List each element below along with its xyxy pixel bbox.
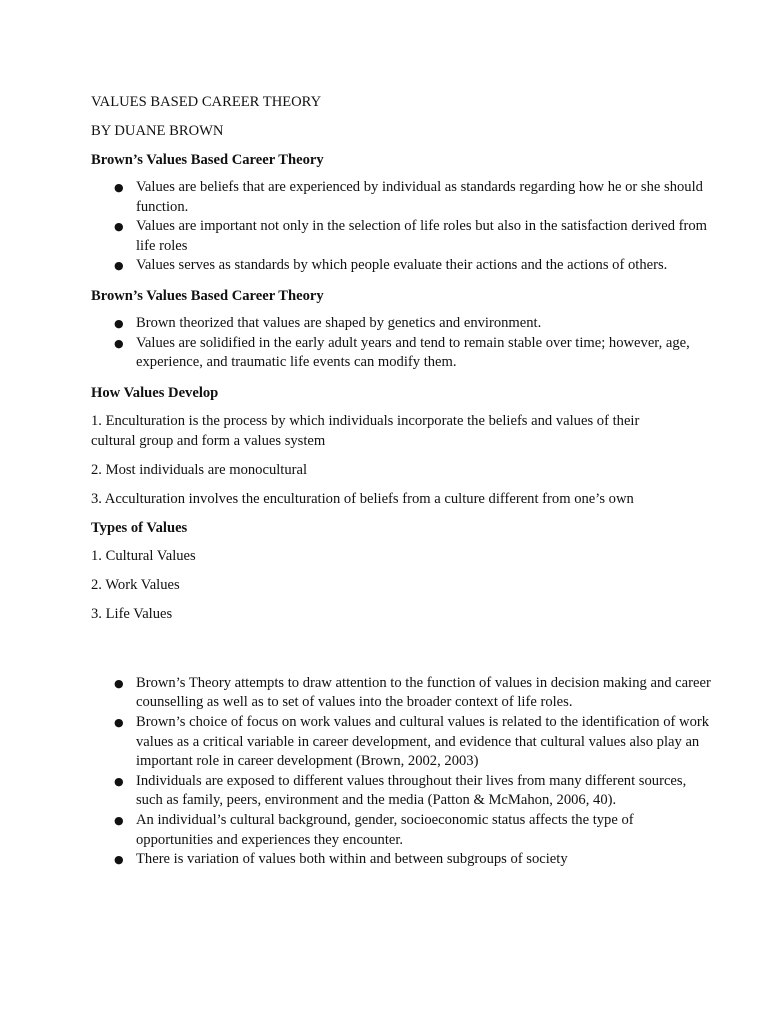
list-item: ● Values are important not only in the selection of life roles but also in the satisfaction derived from life roles bbox=[114, 218, 708, 254]
list-item: ● Individuals are exposed to different values throughout their lives from many different sources, such as family, peers, environment and the media (Patton & McMahon, 2006, 40). bbox=[114, 772, 687, 809]
numbered-paragraph: 2. Most individuals are monocultural bbox=[91, 461, 308, 478]
numbered-paragraph: 2. Work Values bbox=[91, 576, 180, 593]
document-author: BY DUANE BROWN bbox=[91, 123, 224, 139]
section-heading-2: Brown’s Values Based Career Theory bbox=[91, 287, 324, 304]
list-item: ● Brown’s choice of focus on work values and cultural values is related to the identification of work values as a critical variable in career development, and evidence that cultural values also play an important role in career development (Brown, 2002, 2003) bbox=[114, 713, 710, 770]
bullet-icon: ● bbox=[114, 181, 124, 194]
bullet-icon: ● bbox=[114, 259, 124, 273]
list-item: ● There is variation of values both within and between subgroups of society bbox=[91, 850, 711, 870]
bullet-icon: ● bbox=[114, 676, 124, 690]
numbered-paragraph: 1. Enculturation is the process by which individuals incorporate the beliefs and values of their cultural group and form a values system bbox=[91, 412, 640, 449]
bullet-list-2 bbox=[91, 314, 691, 373]
bullet-icon: ● bbox=[114, 715, 124, 729]
bullet-icon: ● bbox=[114, 336, 124, 350]
document-title: VALUES BASED CAREER THEORY bbox=[91, 94, 322, 110]
bullet-icon: ● bbox=[114, 220, 124, 234]
section-heading-4: Types of Values bbox=[91, 519, 188, 536]
list-item: ● Brown theorized that values are shaped by genetics and environment. bbox=[91, 314, 711, 334]
list-item: ● Values are beliefs that are experienced by individual as standards regarding how he or she should function. bbox=[114, 179, 703, 215]
list-item: ● Brown’s Theory attempts to draw attention to the function of values in decision making and career counselling as well as to set of values into the broader context of life roles. bbox=[114, 674, 711, 711]
bullet-icon: ● bbox=[114, 316, 124, 330]
numbered-paragraph: 3. Life Values bbox=[91, 605, 173, 622]
section-heading-1: Brown’s Values Based Career Theory bbox=[91, 152, 324, 168]
document-page bbox=[91, 92, 711, 880]
section-heading-3: How Values Develop bbox=[91, 384, 219, 401]
bullet-icon: ● bbox=[114, 813, 124, 827]
list-item: ● An individual’s cultural background, gender, socioeconomic status affects the type of opportunities and experiences they encounter. bbox=[114, 811, 634, 848]
bullet-icon: ● bbox=[114, 853, 124, 867]
list-item: ● Values are solidified in the early adult years and tend to remain stable over time; however, age, experience, and traumatic life events can modify them. bbox=[114, 334, 690, 371]
numbered-paragraph: 3. Acculturation involves the enculturation of beliefs from a culture different from one’s own bbox=[91, 490, 634, 507]
list-item: ● Values serves as standards by which people evaluate their actions and the actions of others. bbox=[91, 256, 711, 276]
bullet-list-1 bbox=[91, 178, 708, 276]
section-gap bbox=[91, 633, 691, 674]
bullet-list-5 bbox=[91, 674, 711, 870]
numbered-paragraph: 1. Cultural Values bbox=[91, 547, 196, 564]
bullet-icon: ● bbox=[114, 774, 124, 788]
